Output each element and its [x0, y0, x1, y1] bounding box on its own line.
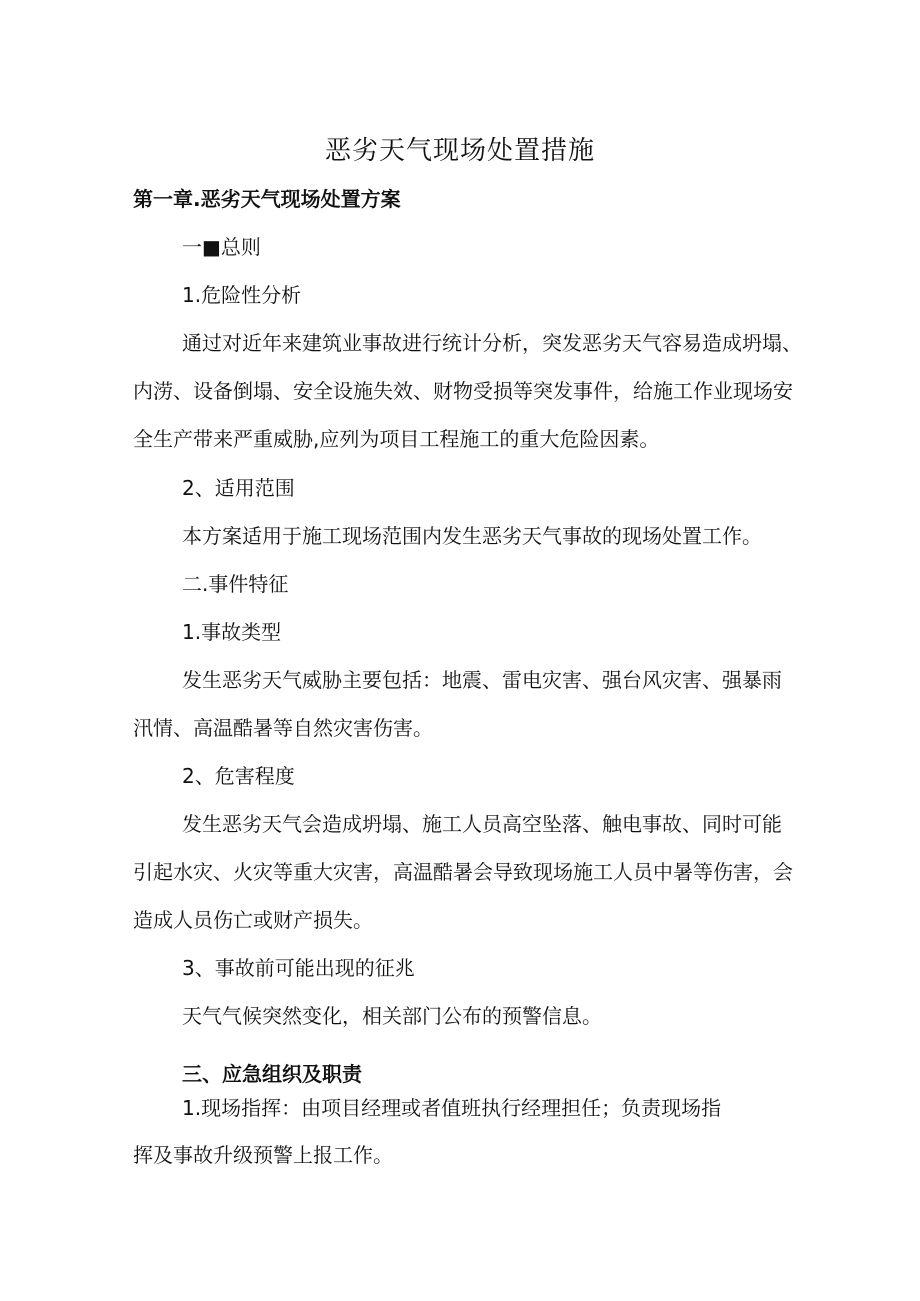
paragraph-line: 发生恶劣天气威胁主要包括：地震、雷电灾害、强台风灾害、强暴雨	[182, 668, 782, 692]
section2-heading: 二.事件特征	[182, 572, 289, 596]
s1-item2-heading: 2、适用范围	[182, 476, 295, 500]
paragraph-line: 本方案适用于施工现场范围内发生恶劣天气事故的现场处置工作。	[182, 524, 762, 548]
s2-item3-heading: 3、事故前可能出现的征兆	[182, 956, 415, 980]
paragraph-line: 汛情、高温酷暑等自然灾害伤害。	[133, 716, 433, 740]
paragraph-line: 通过对近年来建筑业事故进行统计分析，突发恶劣天气容易造成坍塌、	[182, 331, 802, 355]
section3-heading: 三、应急组织及职责	[182, 1062, 362, 1086]
paragraph-line: 内涝、设备倒塌、安全设施失效、财物受损等突发事件，给施工作业现场安	[133, 379, 793, 403]
section1-heading: 一■总则	[182, 235, 261, 259]
paragraph-line: 挥及事故升级预警上报工作。	[133, 1143, 393, 1167]
paragraph-line: 天气气候突然变化，相关部门公布的预警信息。	[182, 1004, 602, 1028]
paragraph-line: 引起水灾、火灾等重大灾害，高温酷暑会导致现场施工人员中暑等伤害，会	[133, 860, 793, 884]
document-title: 恶劣天气现场处置措施	[324, 136, 595, 166]
chapter-heading: 第一章.恶劣天气现场处置方案	[133, 187, 401, 211]
paragraph-line: 发生恶劣天气会造成坍塌、施工人员高空坠落、触电事故、同时可能	[182, 812, 782, 836]
s2-item1-heading: 1.事故类型	[182, 620, 282, 644]
paragraph-line: 1.现场指挥：由项目经理或者值班执行经理担任；负责现场指	[182, 1096, 722, 1120]
paragraph-line: 全生产带来严重威胁,应列为项目工程施工的重大危险因素。	[133, 427, 660, 451]
paragraph-line: 造成人员伤亡或财产损失。	[133, 908, 373, 932]
s1-item1-heading: 1.危险性分析	[182, 283, 302, 307]
s2-item2-heading: 2、危害程度	[182, 764, 295, 788]
